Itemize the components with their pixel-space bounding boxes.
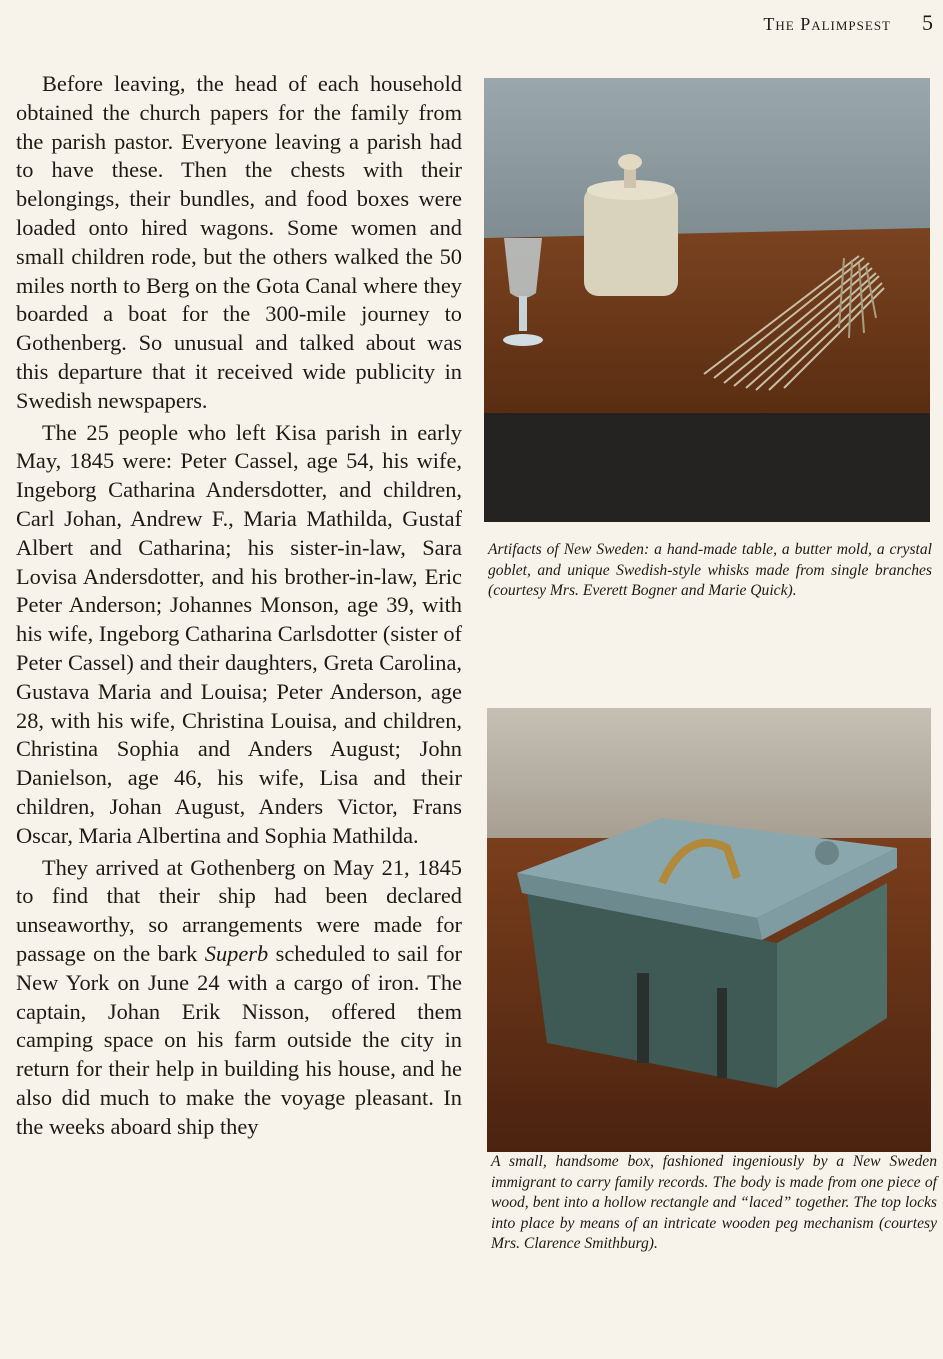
paragraph-3-end: scheduled to sail for New York on June 24 with a cargo of iron. The captain, Johan Erik Nisson, offered them camping space on his farm outside the city in return for their help in building his house, and he also did much to make the voyage pleasant. In the weeks aboard ship they — [16, 940, 462, 1139]
paragraph-2: The 25 people who left Kisa parish in early May, 1845 were: Peter Cassel, age 54, his wife, Ingeborg Catharina Andersdotter, and children, Carl Johan, Andrew F., Maria Mathilda, Gustaf Albert and Catharina; his sister-in-law, Sara Lovisa Andersdotter, and his brother-in-law, Eric Peter Anderson; Johannes Monson, age 39, with his wife, Ingeborg Catharina Carlsdotter (sister of Peter Cassel) and their daughters, Greta Carolina, Gustava Maria and Louisa; Peter Anderson, age 28, with his wife, Christina Louisa, and children, Christina Sophia and Anders August; John Danielson, age 46, his wife, Lisa and their children, Johan August, Anders Victor, Frans Oscar, Maria Albertina and Sophia Mathilda. — [16, 419, 462, 848]
wooden-box-photo — [487, 708, 931, 1152]
ship-name: Superb — [204, 940, 269, 966]
page-number: 5 — [922, 10, 933, 35]
paragraph-3-start: They arrived at Gothenberg on May 21, 1845 to find that their ship had been declared unseaworthy, so arrangements were made for passage on the bark — [16, 854, 462, 966]
wooden-box-caption: A small, handsome box, fashioned ingeniously by a New Sweden immigrant to carry family records. The body is made from one piece of wood, bent into a hollow rectangle and “laced” together. The top locks into place by means of an intricate wooden peg mechanism (courtesy Mrs. Clarence Smithburg). — [491, 1153, 937, 1252]
artifacts-photo — [484, 78, 930, 522]
artifacts-caption: Artifacts of New Sweden: a hand-made table, a butter mold, a crystal goblet, and unique Swedish-style whisks made from single branches (courtesy Mrs. Everett Bogner and Marie Quick). — [488, 541, 932, 599]
paragraph-3 — [16, 854, 462, 1142]
paragraph-1: Before leaving, the head of each household obtained the church papers for the family from the parish pastor. Everyone leaving a parish had to have these. Then the chests with their belongings, their bundles, and food boxes were loaded onto hired wagons. Some women and small children rode, but the others walked the 50 miles north to Berg on the Gota Canal where they boarded a boat for the 300-mile journey to Gothenberg. So unusual and talked about was this departure that it received wide publicity in Swedish newspapers. — [16, 71, 462, 413]
body-text-column — [16, 70, 462, 1144]
running-header — [0, 10, 943, 38]
running-title: The Palimpsest — [763, 14, 891, 34]
